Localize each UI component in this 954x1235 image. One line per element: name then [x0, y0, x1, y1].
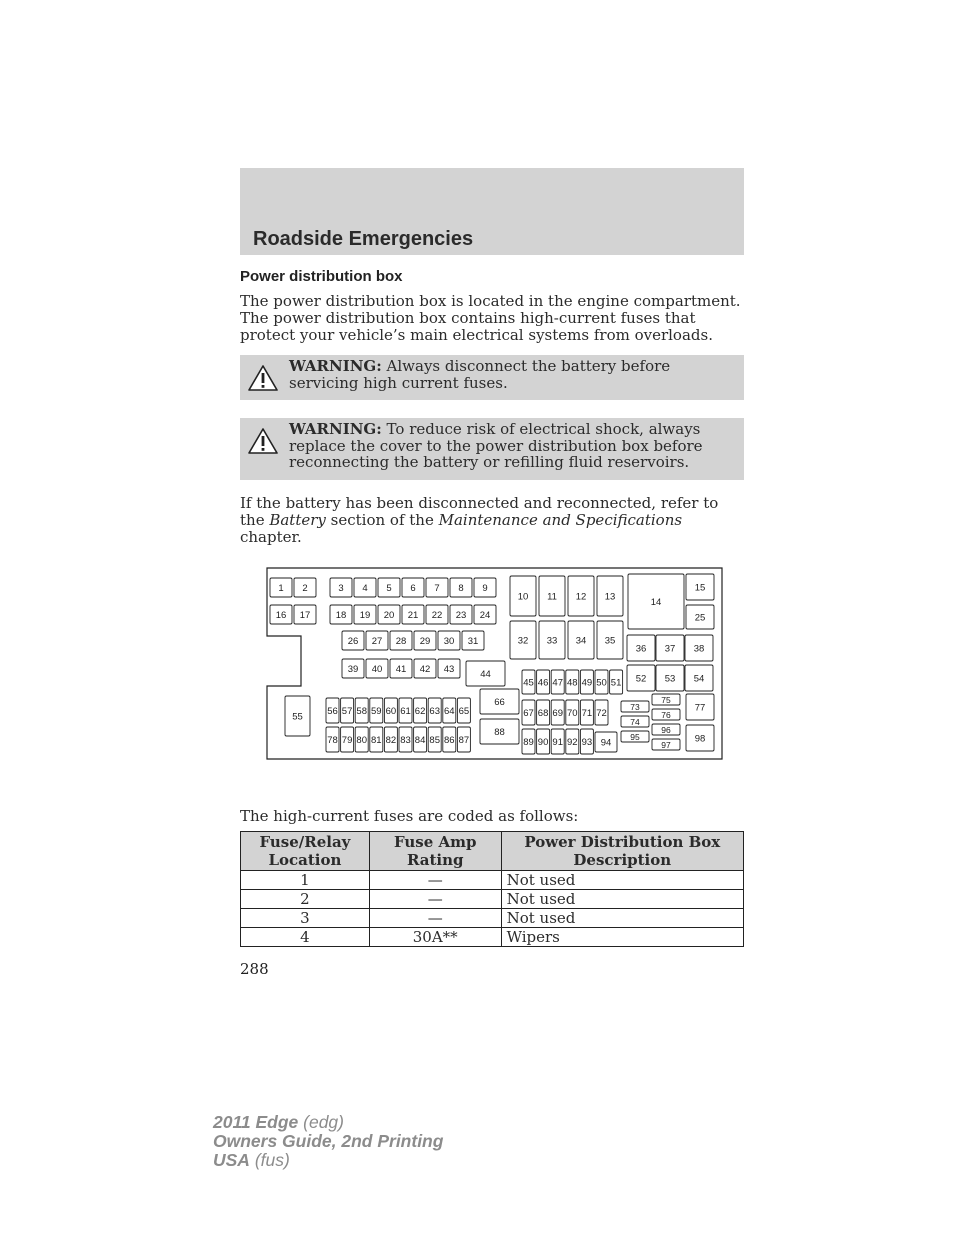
fuse-10 [510, 576, 536, 616]
fuse-table [240, 831, 744, 947]
fuse-36 [627, 635, 655, 661]
fuse-7 [426, 578, 448, 597]
fuse-5 [378, 578, 400, 597]
fuse-35 [597, 621, 623, 659]
footer-market: USA [213, 1150, 250, 1170]
fuse-71 [580, 700, 593, 725]
fuse-label: 31 [467, 635, 479, 647]
fuse-label: 11 [547, 591, 557, 603]
battery-note-text: section of the [325, 511, 439, 529]
header-amp-rating: Fuse Amp Rating [369, 832, 501, 871]
fuse-label: 40 [371, 663, 383, 675]
fuse-label: 58 [356, 705, 367, 717]
fuse-9 [474, 578, 496, 597]
fuse-81 [370, 727, 383, 752]
table-row [241, 871, 744, 890]
fuse-8 [450, 578, 472, 597]
warning-triangle-icon [247, 364, 279, 392]
table-header-row [241, 832, 744, 871]
fuse-27 [366, 631, 388, 650]
fuse-label: 12 [575, 591, 587, 603]
cell-description: Not used [501, 890, 743, 909]
fuse-label: 29 [419, 635, 431, 647]
fuse-12 [568, 576, 594, 616]
fuse-box-diagram [266, 567, 723, 760]
fuse-80 [355, 727, 368, 752]
fuse-39 [342, 659, 364, 678]
fuse-label: 6 [410, 582, 416, 594]
fuse-23 [450, 605, 472, 624]
fuse-label: 5 [386, 582, 392, 594]
fuse-label: 79 [341, 734, 353, 746]
fuse-label: 63 [429, 705, 440, 717]
fuse-label: 43 [443, 663, 455, 675]
fuse-label: 1 [278, 582, 284, 594]
fuse-label: 81 [371, 734, 382, 746]
warning-text: To reduce risk of electrical shock, always replace the cover to the power distribution box before reconnecting the battery or refilling fluid reservoirs. [289, 420, 703, 471]
fuse-75 [652, 694, 680, 705]
fuse-41 [390, 659, 412, 678]
fuse-85 [428, 727, 441, 752]
battery-note-emphasis: Maintenance and Specifications [438, 511, 683, 529]
fuse-label: 28 [395, 635, 407, 647]
cell-description: Not used [501, 871, 743, 890]
fuse-label: 24 [479, 609, 491, 621]
fuse-label: 84 [414, 734, 426, 746]
fuse-67 [522, 700, 535, 725]
fuse-70 [566, 700, 579, 725]
fuse-66 [480, 689, 519, 714]
fuse-label: 34 [575, 635, 587, 647]
warning-label: WARNING: [289, 420, 382, 438]
fuse-43 [438, 659, 460, 678]
cell-amp-rating: — [369, 890, 501, 909]
fuse-label: 64 [444, 705, 455, 717]
fuse-label: 73 [630, 701, 640, 712]
document-footer [213, 1113, 443, 1170]
fuse-label: 36 [635, 643, 647, 655]
fuse-label: 46 [537, 677, 549, 689]
fuse-label: 83 [400, 734, 411, 746]
fuse-24 [474, 605, 496, 624]
fuse-label: 80 [356, 734, 367, 746]
fuse-label: 22 [431, 609, 443, 621]
fuse-label: 68 [537, 707, 549, 719]
fuse-label: 52 [635, 673, 647, 685]
fuse-label: 30 [443, 635, 455, 647]
fuse-label: 41 [395, 663, 407, 675]
fuse-label: 20 [383, 609, 395, 621]
fuse-76 [652, 709, 680, 720]
fuse-54 [685, 665, 713, 691]
fuse-label: 56 [327, 705, 338, 717]
fuse-74 [621, 716, 649, 727]
fuse-83 [399, 727, 412, 752]
fuse-3 [330, 578, 352, 597]
fuse-label: 18 [335, 609, 347, 621]
fuse-45 [522, 670, 535, 694]
fuse-90 [537, 729, 550, 754]
battery-note [240, 495, 744, 546]
fuse-46 [537, 670, 550, 694]
fuse-34 [568, 621, 594, 659]
cell-amp-rating: — [369, 909, 501, 928]
fuse-label: 51 [610, 677, 622, 689]
fuse-33 [539, 621, 565, 659]
fuse-56 [326, 698, 339, 723]
fuse-box-svg [266, 567, 723, 760]
fuse-label: 65 [458, 705, 470, 717]
fuse-87 [457, 727, 470, 752]
fuse-label: 78 [327, 734, 338, 746]
fuse-84 [414, 727, 427, 752]
fuse-32 [510, 621, 536, 659]
fuse-label: 86 [444, 734, 455, 746]
fuse-95 [621, 731, 649, 742]
table-row [241, 909, 744, 928]
fuse-label: 2 [302, 582, 308, 594]
table-row [241, 928, 744, 947]
fuse-73 [621, 701, 649, 712]
fuse-31 [462, 631, 484, 650]
cell-location: 4 [241, 928, 370, 947]
fuse-label: 62 [414, 705, 426, 717]
fuse-label: 32 [517, 635, 529, 647]
fuse-49 [580, 670, 593, 694]
fuse-65 [457, 698, 470, 723]
fuse-6 [402, 578, 424, 597]
warning-box-2 [240, 418, 744, 480]
fuse-label: 48 [567, 677, 578, 689]
fuse-30 [438, 631, 460, 650]
fuse-58 [355, 698, 368, 723]
cell-location: 1 [241, 871, 370, 890]
fuse-label: 49 [581, 677, 593, 689]
cell-amp-rating: — [369, 871, 501, 890]
fuse-label: 95 [630, 731, 640, 742]
fuse-label: 38 [693, 643, 705, 655]
fuse-label: 72 [596, 707, 607, 719]
fuse-44 [466, 661, 505, 686]
fuse-94 [595, 732, 617, 752]
fuse-69 [551, 700, 564, 725]
fuse-15 [686, 574, 714, 600]
fuse-57 [341, 698, 354, 723]
fuse-4 [354, 578, 376, 597]
fuse-label: 97 [661, 739, 671, 750]
fuse-16 [270, 605, 292, 624]
fuse-48 [566, 670, 579, 694]
fuse-label: 25 [694, 612, 706, 624]
fuse-1 [270, 578, 292, 597]
fuse-label: 19 [359, 609, 371, 621]
warning-label: WARNING: [289, 357, 382, 375]
fuse-label: 47 [552, 677, 563, 689]
fuse-label: 55 [292, 711, 303, 723]
fuse-62 [414, 698, 427, 723]
fuse-label: 54 [693, 673, 705, 685]
fuse-38 [685, 635, 713, 661]
fuse-88 [480, 719, 519, 744]
fuse-label: 50 [596, 677, 607, 689]
fuse-label: 13 [604, 591, 616, 603]
fuse-26 [342, 631, 364, 650]
footer-code: (edg) [298, 1112, 344, 1132]
fuse-50 [595, 670, 608, 694]
table-row [241, 890, 744, 909]
fuse-label: 8 [458, 582, 464, 594]
fuse-label: 14 [650, 596, 662, 608]
fuse-label: 74 [630, 716, 640, 727]
chapter-title: Roadside Emergencies [253, 228, 474, 250]
fuse-label: 70 [567, 707, 578, 719]
fuse-label: 53 [664, 673, 676, 685]
fuse-93 [580, 729, 593, 754]
fuse-63 [428, 698, 441, 723]
fuse-label: 21 [407, 609, 419, 621]
fuse-label: 96 [661, 724, 671, 735]
fuse-18 [330, 605, 352, 624]
fuse-label: 9 [482, 582, 488, 594]
fuse-label: 93 [581, 736, 593, 748]
fuse-label: 39 [347, 663, 359, 675]
fuse-label: 85 [429, 734, 440, 746]
cell-description: Wipers [501, 928, 743, 947]
fuse-86 [443, 727, 456, 752]
fuse-11 [539, 576, 565, 616]
fuse-55 [285, 696, 310, 736]
fuse-13 [597, 576, 623, 616]
warning-box-1 [240, 355, 744, 400]
fuse-98 [686, 725, 714, 751]
fuse-14 [628, 574, 684, 629]
fuse-78 [326, 727, 339, 752]
fuse-label: 98 [694, 733, 706, 745]
fuse-89 [522, 729, 535, 754]
header-description: Power Distribution Box Description [501, 832, 743, 871]
fuse-25 [686, 605, 714, 629]
fuse-20 [378, 605, 400, 624]
fuse-59 [370, 698, 383, 723]
fuse-label: 82 [385, 734, 397, 746]
fuse-68 [537, 700, 550, 725]
fuse-82 [384, 727, 397, 752]
fuse-52 [627, 665, 655, 691]
fuse-37 [656, 635, 684, 661]
fuse-21 [402, 605, 424, 624]
fuse-label: 37 [664, 643, 676, 655]
fuse-label: 66 [494, 696, 505, 708]
fuse-label: 15 [694, 582, 706, 594]
fuse-label: 60 [385, 705, 397, 717]
footer-edition: Owners Guide, 2nd Printing [213, 1131, 444, 1151]
fuse-label: 91 [552, 736, 563, 748]
fuse-29 [414, 631, 436, 650]
fuse-label: 69 [552, 707, 563, 719]
battery-note-text: If the battery has been disconnected and reconnected, refer to the [240, 494, 719, 529]
fuse-label: 7 [434, 582, 440, 594]
fuse-label: 44 [480, 668, 491, 680]
fuse-label: 33 [546, 635, 558, 647]
fuse-label: 10 [517, 591, 529, 603]
cell-amp-rating: 30A** [369, 928, 501, 947]
fuse-28 [390, 631, 412, 650]
fuse-97 [652, 739, 680, 750]
fuse-label: 92 [567, 736, 578, 748]
intro-paragraph: The power distribution box is located in the engine compartment. The power distribution box contains high-current fuses that protect your vehicle’s main electrical systems from overloads. [240, 292, 741, 344]
fuse-label: 35 [604, 635, 616, 647]
fuse-91 [551, 729, 564, 754]
battery-note-emphasis: Battery [269, 511, 326, 529]
fuse-19 [354, 605, 376, 624]
fuse-label: 94 [600, 737, 612, 749]
fuse-label: 76 [661, 709, 671, 720]
fuse-51 [610, 670, 623, 694]
fuse-92 [566, 729, 579, 754]
fuse-42 [414, 659, 436, 678]
fuse-label: 87 [458, 734, 470, 746]
fuse-64 [443, 698, 456, 723]
fuse-label: 27 [371, 635, 383, 647]
fuse-label: 16 [275, 609, 287, 621]
fuse-61 [399, 698, 412, 723]
fuse-label: 26 [347, 635, 359, 647]
fuse-label: 45 [523, 677, 534, 689]
fuse-label: 42 [419, 663, 431, 675]
fuse-label: 71 [581, 707, 593, 719]
cell-location: 3 [241, 909, 370, 928]
fuse-40 [366, 659, 388, 678]
fuse-label: 23 [455, 609, 467, 621]
fuse-label: 4 [362, 582, 368, 594]
fuse-77 [686, 694, 714, 720]
fuse-17 [294, 605, 316, 624]
fuse-label: 88 [494, 726, 505, 738]
fuse-22 [426, 605, 448, 624]
fuse-label: 90 [537, 736, 549, 748]
fuse-label: 89 [523, 736, 534, 748]
section-title: Power distribution box [240, 268, 403, 285]
fuse-label: 17 [299, 609, 311, 621]
fuse-47 [551, 670, 564, 694]
fuse-96 [652, 724, 680, 735]
fuse-label: 67 [523, 707, 534, 719]
fuse-72 [595, 700, 608, 725]
header-band [240, 168, 744, 255]
fuse-79 [341, 727, 354, 752]
fuse-label: 77 [694, 702, 706, 714]
table-intro: The high-current fuses are coded as follows: [240, 807, 579, 825]
cell-location: 2 [241, 890, 370, 909]
fuse-53 [656, 665, 684, 691]
fuse-60 [384, 698, 397, 723]
cell-description: Not used [501, 909, 743, 928]
warning-triangle-icon [247, 427, 279, 455]
page-number: 288 [240, 960, 269, 978]
fuse-label: 75 [661, 694, 671, 705]
fuse-2 [294, 578, 316, 597]
header-location: Fuse/Relay Location [241, 832, 370, 871]
warning-text: Always disconnect the battery before servicing high current fuses. [289, 357, 671, 392]
fuse-label: 57 [341, 705, 353, 717]
fuse-label: 59 [371, 705, 382, 717]
fuse-label: 3 [338, 582, 344, 594]
fuse-label: 61 [400, 705, 411, 717]
battery-note-text: chapter. [240, 528, 302, 546]
footer-code: (fus) [249, 1150, 290, 1170]
footer-model: 2011 Edge [213, 1112, 299, 1132]
